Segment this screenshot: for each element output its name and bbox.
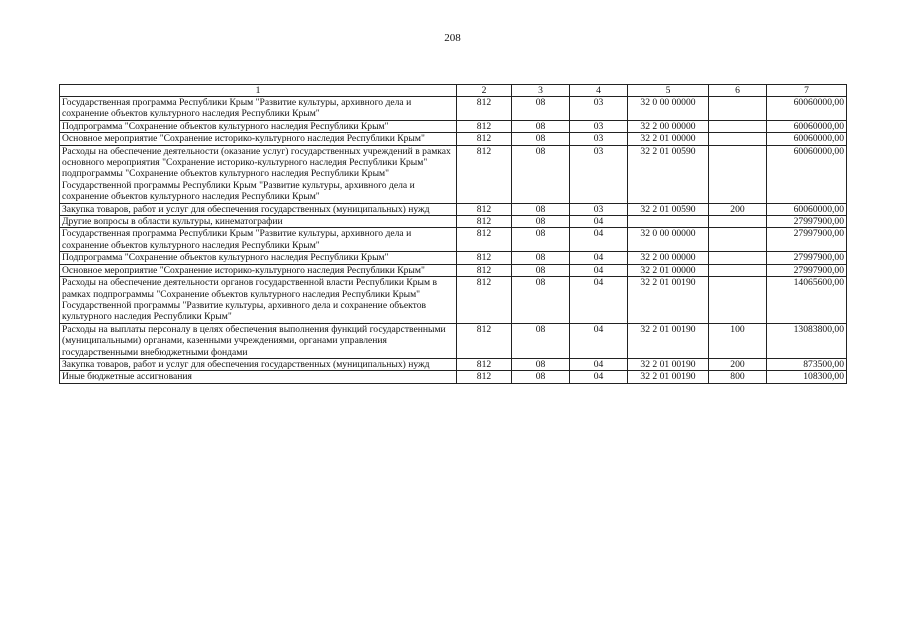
table-row (60, 133, 847, 145)
column-header-expense-type: 6 (709, 85, 767, 97)
row-name-cell: Закупка товаров, работ и услуг для обеспечения государственных (муниципальных) нужд (60, 203, 457, 215)
grbs-cell: 812 (457, 133, 512, 145)
row-name-cell: Государственная программа Республики Крым "Развитие культуры, архивного дела и сохранение объектов культурного наследия Республики Крым" (60, 97, 457, 121)
grbs-cell: 812 (457, 216, 512, 228)
subsection-cell: 03 (570, 203, 628, 215)
target-cell: 32 2 00 00000 (628, 252, 709, 264)
row-name-cell: Основное мероприятие "Сохранение историко-культурного наследия Республики Крым" (60, 264, 457, 276)
row-name-cell: Основное мероприятие "Сохранение историко-культурного наследия Республики Крым" (60, 133, 457, 145)
table-row (60, 264, 847, 276)
target-cell: 32 2 01 00000 (628, 264, 709, 276)
grbs-cell: 812 (457, 264, 512, 276)
target-cell: 32 2 01 00190 (628, 371, 709, 383)
section-cell: 08 (512, 203, 570, 215)
table-row (60, 145, 847, 203)
table-row (60, 252, 847, 264)
target-cell: 32 2 00 00000 (628, 120, 709, 132)
row-name-cell: Закупка товаров, работ и услуг для обеспечения государственных (муниципальных) нужд (60, 358, 457, 370)
grbs-cell: 812 (457, 277, 512, 324)
section-cell: 08 (512, 145, 570, 203)
row-name-cell: Подпрограмма "Сохранение объектов культурного наследия Республики Крым" (60, 252, 457, 264)
target-cell: 32 2 01 00190 (628, 323, 709, 358)
section-cell: 08 (512, 358, 570, 370)
expense-type-cell (709, 133, 767, 145)
grbs-cell: 812 (457, 120, 512, 132)
section-cell: 08 (512, 216, 570, 228)
target-cell: 32 0 00 00000 (628, 97, 709, 121)
row-name-cell: Иные бюджетные ассигнования (60, 371, 457, 383)
amount-cell: 60060000,00 (767, 133, 847, 145)
target-cell: 32 2 01 00590 (628, 203, 709, 215)
amount-cell: 27997900,00 (767, 228, 847, 252)
section-cell: 08 (512, 277, 570, 324)
subsection-cell: 04 (570, 264, 628, 276)
subsection-cell: 04 (570, 323, 628, 358)
expense-type-cell (709, 97, 767, 121)
expense-type-cell (709, 252, 767, 264)
amount-cell: 60060000,00 (767, 120, 847, 132)
expense-type-cell (709, 145, 767, 203)
table-row (60, 216, 847, 228)
amount-cell: 60060000,00 (767, 203, 847, 215)
expense-type-cell: 200 (709, 203, 767, 215)
column-header-section: 3 (512, 85, 570, 97)
section-cell: 08 (512, 133, 570, 145)
subsection-cell: 04 (570, 216, 628, 228)
row-name-cell: Другие вопросы в области культуры, кинематографии (60, 216, 457, 228)
expense-type-cell (709, 120, 767, 132)
row-name-cell: Расходы на обеспечение деятельности (оказание услуг) государственных учреждений в рамках основного мероприятия "Сохранение историко-культурного наследия Республики Крым" подпрограммы "Сохранение объектов культурного наследия Республики Крым" Государственной программы Республики Крым "Развитие культуры, архивного дела и сохранение объектов культурного наследия Республики Крым" (60, 145, 457, 203)
section-cell: 08 (512, 228, 570, 252)
table-row (60, 371, 847, 383)
grbs-cell: 812 (457, 252, 512, 264)
subsection-cell: 04 (570, 358, 628, 370)
table-row (60, 203, 847, 215)
expense-type-cell (709, 264, 767, 276)
row-name-cell: Государственная программа Республики Крым "Развитие культуры, архивного дела и сохранение объектов культурного наследия Республики Крым" (60, 228, 457, 252)
table-row (60, 97, 847, 121)
amount-cell: 27997900,00 (767, 264, 847, 276)
target-cell: 32 0 00 00000 (628, 228, 709, 252)
column-header-target: 5 (628, 85, 709, 97)
page-number: 208 (444, 32, 461, 44)
section-cell: 08 (512, 323, 570, 358)
subsection-cell: 03 (570, 145, 628, 203)
amount-cell: 108300,00 (767, 371, 847, 383)
table-header-row (60, 85, 847, 97)
table-row (60, 358, 847, 370)
amount-cell: 27997900,00 (767, 216, 847, 228)
amount-cell: 14065600,00 (767, 277, 847, 324)
subsection-cell: 03 (570, 97, 628, 121)
expense-type-cell (709, 277, 767, 324)
section-cell: 08 (512, 371, 570, 383)
grbs-cell: 812 (457, 97, 512, 121)
column-header-amount: 7 (767, 85, 847, 97)
row-name-cell: Расходы на обеспечение деятельности органов государственной власти Республики Крым в рамках подпрограммы "Сохранение объектов культурного наследия Республики Крым" Государственной программы "Развитие культуры, архивного дела и сохранение объектов культурного наследия Республики Крым" (60, 277, 457, 324)
expense-type-cell (709, 216, 767, 228)
row-name-cell: Подпрограмма "Сохранение объектов культурного наследия Республики Крым" (60, 120, 457, 132)
subsection-cell: 04 (570, 277, 628, 324)
subsection-cell: 03 (570, 133, 628, 145)
amount-cell: 27997900,00 (767, 252, 847, 264)
subsection-cell: 04 (570, 371, 628, 383)
target-cell (628, 216, 709, 228)
section-cell: 08 (512, 252, 570, 264)
grbs-cell: 812 (457, 358, 512, 370)
grbs-cell: 812 (457, 371, 512, 383)
expense-type-cell: 800 (709, 371, 767, 383)
column-header-name: 1 (60, 85, 457, 97)
table-row (60, 323, 847, 358)
expense-type-cell: 100 (709, 323, 767, 358)
target-cell: 32 2 01 00190 (628, 277, 709, 324)
target-cell: 32 2 01 00190 (628, 358, 709, 370)
expense-type-cell: 200 (709, 358, 767, 370)
section-cell: 08 (512, 120, 570, 132)
amount-cell: 60060000,00 (767, 145, 847, 203)
row-name-cell: Расходы на выплаты персоналу в целях обеспечения выполнения функций государственными (муниципальными) органами, казенными учреждениями, органами управления государственными внебюджетными фондами (60, 323, 457, 358)
section-cell: 08 (512, 97, 570, 121)
expense-type-cell (709, 228, 767, 252)
grbs-cell: 812 (457, 145, 512, 203)
table-row (60, 228, 847, 252)
subsection-cell: 04 (570, 228, 628, 252)
target-cell: 32 2 01 00590 (628, 145, 709, 203)
grbs-cell: 812 (457, 228, 512, 252)
amount-cell: 60060000,00 (767, 97, 847, 121)
column-header-grbs: 2 (457, 85, 512, 97)
target-cell: 32 2 01 00000 (628, 133, 709, 145)
subsection-cell: 03 (570, 120, 628, 132)
amount-cell: 13083800,00 (767, 323, 847, 358)
grbs-cell: 812 (457, 203, 512, 215)
amount-cell: 873500,00 (767, 358, 847, 370)
section-cell: 08 (512, 264, 570, 276)
table-row (60, 120, 847, 132)
column-header-subsection: 4 (570, 85, 628, 97)
table-row (60, 277, 847, 324)
subsection-cell: 04 (570, 252, 628, 264)
budget-table (59, 84, 847, 384)
grbs-cell: 812 (457, 323, 512, 358)
